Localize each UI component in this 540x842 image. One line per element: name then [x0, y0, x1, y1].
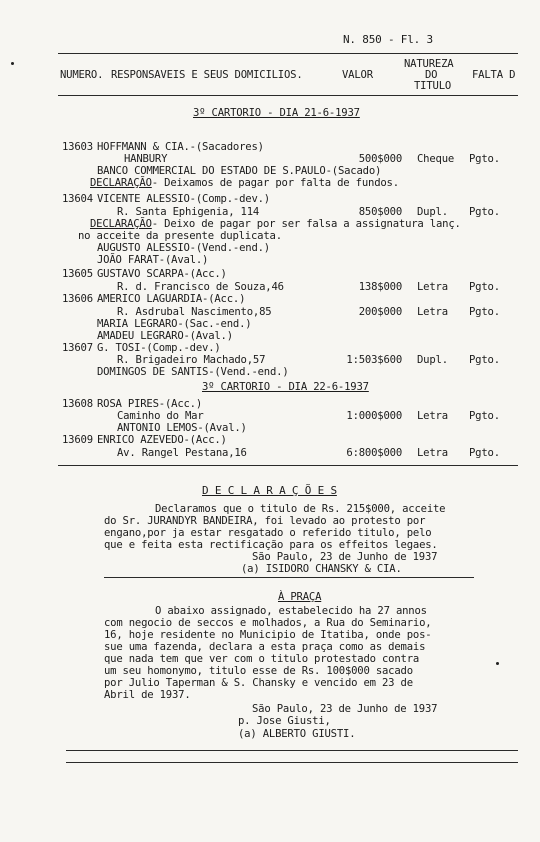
col-numero: NUMERO.: [60, 69, 104, 81]
declaracoes-line: do Sr. JURANDYR BANDEIRA, foi levado ao protesto por: [104, 515, 426, 527]
entry-nature: Letra: [417, 281, 448, 293]
praca-date: São Paulo, 23 de Junho de 1937: [252, 703, 438, 715]
entry-number: 13605: [62, 268, 93, 280]
entry-nature: Cheque: [417, 153, 455, 165]
entry-number: 13607: [62, 342, 93, 354]
entry-line: R. Brigadeiro Machado,57: [117, 354, 266, 366]
praca-proxy: p. Jose Giusti,: [238, 715, 331, 727]
table-bottom-rule: [58, 465, 518, 466]
praca-signature: (a) ALBERTO GIUSTI.: [238, 728, 356, 740]
entry-number: 13606: [62, 293, 93, 305]
entry-line: R. Asdrubal Nascimento,85: [117, 306, 272, 318]
entry-line: ANTONIO LEMOS-(Aval.): [117, 422, 247, 434]
entry-value: 138$000: [358, 281, 402, 293]
entry-nature: Letra: [417, 306, 448, 318]
declaracoes-date: São Paulo, 23 de Junho de 1937: [252, 551, 438, 563]
entry-reason: Pgto.: [469, 153, 500, 165]
speck-mark: [11, 62, 14, 65]
entry-line: AUGUSTO ALESSIO-(Vend.-end.): [97, 242, 270, 254]
entry-value: 200$000: [358, 306, 402, 318]
entry-declaration: [90, 218, 461, 230]
entry-line: HANBURY: [124, 153, 168, 165]
entry-declaration: [90, 177, 399, 189]
declaracoes-signature: (a) ISIDORO CHANSKY & CIA.: [241, 563, 402, 575]
praca-line: O abaixo assignado, estabelecido ha 27 annos: [155, 605, 427, 617]
entry-reason: Pgto.: [469, 410, 500, 422]
entry-nature: Letra: [417, 410, 448, 422]
entry-line: R. Santa Ephigenia, 114: [117, 206, 260, 218]
entry-nature: Dupl.: [417, 354, 448, 366]
declaracoes-rule: [104, 577, 474, 578]
entry-line: MARIA LEGRARO-(Sac.-end.): [97, 318, 252, 330]
entry-line: ROSA PIRES-(Acc.): [97, 398, 203, 410]
entry-line: GUSTAVO SCARPA-(Acc.): [97, 268, 227, 280]
entry-value: 500$000: [358, 153, 402, 165]
entry-line: AMADEU LEGRARO-(Aval.): [97, 330, 233, 342]
page-number: N. 850 - Fl. 3: [343, 33, 433, 46]
entry-line: BANCO COMMERCIAL DO ESTADO DE S.PAULO-(Sacado): [97, 165, 382, 177]
entry-reason: Pgto.: [469, 354, 500, 366]
entry-line: no acceite da presente duplicata.: [78, 230, 282, 242]
entry-number: 13603: [62, 141, 93, 153]
col-titulo: TITULO: [414, 80, 452, 92]
entry-line: HOFFMANN & CIA.-(Sacadores): [97, 141, 264, 153]
section-title-1: 3º CARTORIO - DIA 21-6-1937: [193, 107, 360, 119]
entry-reason: Pgto.: [469, 447, 500, 459]
praca-line: um seu homonymo, titulo esse de Rs. 100$000 sacado: [104, 665, 413, 677]
entry-line: G. TOSI-(Comp.-dev.): [97, 342, 221, 354]
entry-value: 1:503$600: [346, 354, 402, 366]
entry-line: DOMINGOS DE SANTIS-(Vend.-end.): [97, 366, 289, 378]
entry-number: 13604: [62, 193, 93, 205]
praca-line: com negocio de seccos e molhados, a Rua do Seminario,: [104, 617, 432, 629]
praca-line: Abril de 1937.: [104, 689, 191, 701]
entry-number: 13608: [62, 398, 93, 410]
entry-line: Av. Rangel Pestana,16: [117, 447, 247, 459]
declaracoes-line: que e feita esta rectificação para os effeitos legaes.: [104, 539, 438, 551]
declaration-label: DECLARAÇÃO: [90, 218, 152, 230]
entry-line: VICENTE ALESSIO-(Comp.-dev.): [97, 193, 270, 205]
declaration-label: DECLARAÇÃO: [90, 177, 152, 189]
declaration-text: - Deixamos de pagar por falta de fundos.: [151, 177, 399, 189]
entry-reason: Pgto.: [469, 281, 500, 293]
entry-reason: Pgto.: [469, 206, 500, 218]
entry-line: R. d. Francisco de Souza,46: [117, 281, 284, 293]
praca-line: sue uma fazenda, declara a esta praça como as demais: [104, 641, 426, 653]
declaracoes-line: Declaramos que o titulo de Rs. 215$000, acceite: [155, 503, 446, 515]
entry-number: 13609: [62, 434, 93, 446]
entry-value: 1:000$000: [346, 410, 402, 422]
praca-line: que nada tem que ver com o titulo protestado contra: [104, 653, 420, 665]
entry-line: Caminho do Mar: [117, 410, 204, 422]
entry-reason: Pgto.: [469, 306, 500, 318]
entry-line: ENRICO AZEVEDO-(Acc.): [97, 434, 227, 446]
entry-line: JOÃO FARAT-(Aval.): [97, 254, 209, 266]
bottom-rule-1: [66, 750, 518, 751]
section-title-2: 3º CARTORIO - DIA 22-6-1937: [202, 381, 369, 393]
praca-title: À PRAÇA: [278, 591, 322, 603]
entry-value: 850$000: [358, 206, 402, 218]
bottom-rule-2: [66, 762, 518, 763]
header-rule: [58, 95, 518, 96]
declaracoes-title: D E C L A R A Ç Õ E S: [202, 484, 337, 497]
praca-line: 16, hoje residente no Municipio de Itatiba, onde pos-: [104, 629, 432, 641]
col-natureza: NATUREZA: [404, 58, 454, 70]
entry-nature: Dupl.: [417, 206, 448, 218]
col-responsaveis: RESPONSAVEIS E SEUS DOMICILIOS.: [111, 69, 303, 81]
declaration-text: - Deixo de pagar por ser falsa a assignatura lanç.: [151, 218, 461, 230]
col-falta: FALTA D: [472, 69, 516, 81]
entry-value: 6:800$000: [346, 447, 402, 459]
declaracoes-line: engano,por ja estar resgatado o referido titulo, pelo: [104, 527, 432, 539]
entry-line: AMERICO LAGUARDIA-(Acc.): [97, 293, 246, 305]
col-do: DO: [425, 69, 438, 81]
praca-line: por Julio Taperman & S. Chansky e vencido em 23 de: [104, 677, 413, 689]
col-valor: VALOR: [342, 69, 373, 81]
entry-nature: Letra: [417, 447, 448, 459]
speck-mark: [496, 662, 499, 665]
top-rule: [58, 53, 518, 54]
